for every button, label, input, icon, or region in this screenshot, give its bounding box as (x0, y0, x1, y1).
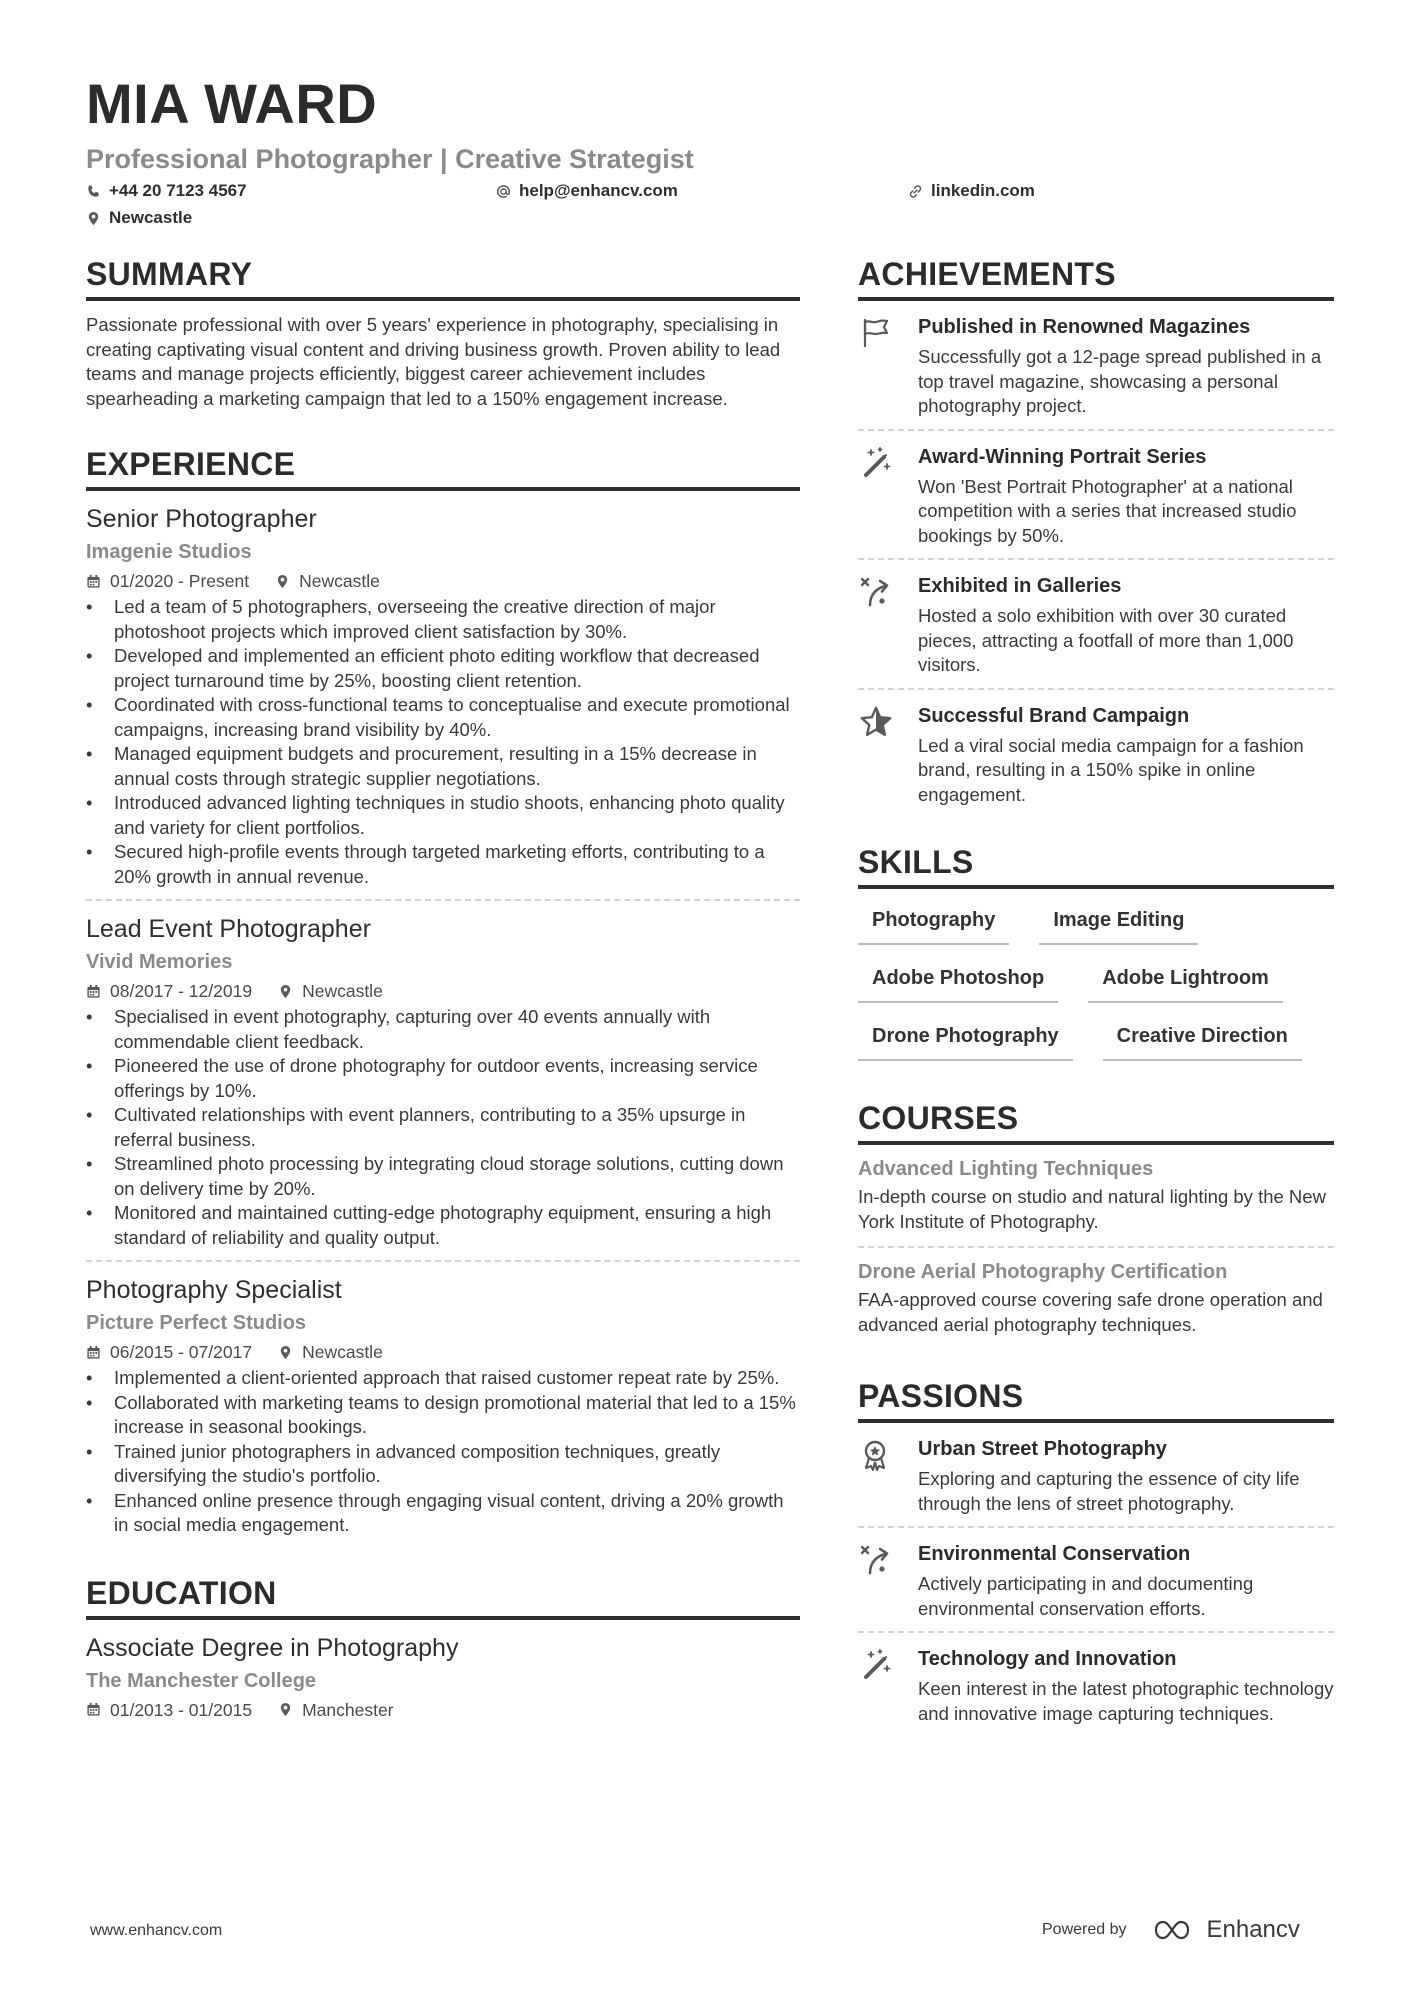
flag-icon (858, 315, 894, 351)
achievement-item (858, 431, 1334, 561)
experience-heading: EXPERIENCE (86, 445, 800, 491)
education-dates (86, 1698, 252, 1722)
bullet-item: • Cultivated relationships with event planners, contributing to a 35% upsurge in referral business. (86, 1103, 800, 1152)
award-medal-icon (858, 1437, 894, 1473)
achievement-title: Successful Brand Campaign (918, 704, 1190, 727)
contact-website[interactable] (908, 180, 1035, 202)
skills-section (858, 843, 1334, 1061)
achievements-section (858, 255, 1334, 817)
contact-info (86, 180, 1336, 234)
bullet-item: • Enhanced online presence through engaging visual content, driving a 20% growth in social media engagement. (86, 1489, 800, 1538)
link-icon (908, 184, 923, 199)
location-pin-icon (275, 574, 290, 589)
footer-website[interactable]: www.enhancv.com (90, 1922, 223, 1939)
right-column (858, 255, 1334, 1770)
passion-title: Technology and Innovation (918, 1648, 1177, 1670)
achievement-title: Exhibited in Galleries (918, 575, 1122, 597)
calendar-icon (86, 984, 101, 999)
candidate-name: MIA WARD (86, 72, 378, 135)
skill-tag: Adobe Lightroom (1088, 961, 1283, 1003)
achievements-heading: ACHIEVEMENTS (858, 255, 1334, 301)
job-dates-text: 08/2017 - 12/2019 (110, 981, 253, 1001)
education-dates-text: 01/2013 - 01/2015 (110, 1699, 253, 1720)
bullet-item: • Specialised in event photography, capturing over 40 events annually with commendable client feedback. (86, 1005, 800, 1054)
skills-heading: SKILLS (858, 843, 1334, 889)
course-item (858, 1145, 1334, 1248)
page-footer (0, 1912, 1410, 1952)
job-bullets (86, 1005, 800, 1250)
job-location-text: Newcastle (299, 571, 380, 591)
course-desc: In-depth course on studio and natural lighting by the New York Institute of Photography. (858, 1186, 1326, 1232)
calendar-icon (86, 1702, 101, 1717)
achievement-desc: Led a viral social media campaign for a fashion brand, resulting in a 150% spike in online engagement. (918, 734, 1304, 805)
location-pin-icon (278, 1702, 293, 1717)
passion-title: Urban Street Photography (918, 1438, 1167, 1460)
bullet-item: • Coordinated with cross-functional teams to conceptualise and execute promotional campaigns, increasing brand visibility by 40%. (86, 693, 800, 742)
achievement-title: Award-Winning Portrait Series (918, 445, 1207, 468)
achievement-title: Published in Renowned Magazines (918, 316, 1251, 338)
summary-text: Passionate professional with over 5 years' experience in photography, specialising in creating captivating visual content and driving business growth. Proven ability to lead teams and manage projects efficiently, biggest career achievement includes spearheading a marketing campaign that led to a 150% engagement increase. (86, 314, 781, 409)
location-pin-icon (86, 211, 101, 226)
course-title: Advanced Lighting Techniques (858, 1158, 1154, 1180)
education-heading: EDUCATION (86, 1574, 800, 1620)
calendar-icon (86, 1345, 101, 1360)
achievement-desc: Won 'Best Portrait Photographer' at a national competition with a series that increased studio bookings by 50%. (918, 475, 1297, 546)
job-entry (86, 901, 800, 1262)
skill-tag: Image Editing (1039, 903, 1198, 945)
email-address: help@enhancv.com (519, 181, 678, 200)
achievement-desc: Hosted a solo exhibition with over 30 curated pieces, attracting a footfall of more than 1,000 visitors. (918, 605, 1294, 675)
passions-section (858, 1377, 1334, 1736)
job-title: Photography Specialist (86, 1276, 342, 1304)
education-entry (86, 1620, 800, 1732)
job-dates (86, 979, 252, 1003)
bullet-item: • Monitored and maintained cutting-edge photography equipment, ensuring a high standard of reliability and quality output. (86, 1201, 800, 1250)
job-location-text: Newcastle (302, 1342, 383, 1362)
course-item (858, 1248, 1334, 1349)
strategy-arrow-icon (858, 1542, 894, 1578)
bullet-item: • Led a team of 5 photographers, overseeing the creative direction of major photoshoot projects which improved client satisfaction by 30%. (86, 595, 800, 644)
achievement-desc: Successfully got a 12-page spread published in a top travel magazine, showcasing a personal photography project. (918, 346, 1322, 416)
job-company: Vivid Memories (86, 951, 233, 973)
job-location-text: Newcastle (302, 981, 383, 1001)
bullet-item: • Developed and implemented an efficient photo editing workflow that decreased project turnaround time by 25%, boosting client retention. (86, 644, 800, 693)
bullet-item: • Secured high-profile events through targeted marketing efforts, contributing to a 20% growth in annual revenue. (86, 840, 800, 889)
passions-heading: PASSIONS (858, 1377, 1334, 1423)
job-entry (86, 491, 800, 901)
job-location (278, 1340, 383, 1364)
footer-branding (1042, 1916, 1300, 1944)
skill-tag: Adobe Photoshop (858, 961, 1058, 1003)
course-title: Drone Aerial Photography Certification (858, 1261, 1228, 1283)
skill-tag: Photography (858, 903, 1009, 945)
education-location (278, 1698, 393, 1722)
skills-list (858, 903, 1334, 1061)
passion-item (858, 1423, 1334, 1528)
bullet-item: • Pioneered the use of drone photography for outdoor events, increasing service offerings by 10%. (86, 1054, 800, 1103)
magic-wand-icon (858, 445, 894, 481)
job-location (275, 569, 380, 593)
passion-desc: Keen interest in the latest photographic technology and innovative image capturing techniques. (918, 1678, 1334, 1724)
phone-number: +44 20 7123 4567 (109, 181, 247, 200)
job-meta (86, 1340, 800, 1364)
job-title: Senior Photographer (86, 505, 317, 533)
bullet-item: • Managed equipment budgets and procurement, resulting in a 15% decrease in annual costs through strategic supplier negotiations. (86, 742, 800, 791)
skill-tag: Creative Direction (1103, 1019, 1302, 1061)
contact-location (86, 207, 192, 229)
star-icon (858, 704, 894, 740)
achievement-item (858, 301, 1334, 431)
passion-item (858, 1528, 1334, 1633)
job-company: Picture Perfect Studios (86, 1312, 307, 1334)
job-dates-text: 06/2015 - 07/2017 (110, 1342, 253, 1362)
bullet-item: • Trained junior photographers in advanced composition techniques, greatly diversifying the studio's portfolio. (86, 1440, 800, 1489)
summary-heading: SUMMARY (86, 255, 800, 301)
resume-header (86, 72, 1336, 234)
job-location (278, 979, 383, 1003)
at-icon (496, 184, 511, 199)
bullet-item: • Collaborated with marketing teams to design promotional material that led to a 15% increase in seasonal bookings. (86, 1391, 800, 1440)
brand-logo[interactable] (1153, 1916, 1300, 1944)
bullet-item: • Introduced advanced lighting techniques in studio shoots, enhancing photo quality and variety for client portfolios. (86, 791, 800, 840)
brand-name: Enhancv (1206, 1916, 1300, 1943)
job-bullets (86, 1366, 800, 1538)
passion-desc: Exploring and capturing the essence of city life through the lens of street photography. (918, 1468, 1300, 1514)
job-meta (86, 979, 800, 1003)
passion-item (858, 1633, 1334, 1736)
job-dates-text: 01/2020 - Present (110, 571, 250, 591)
job-dates (86, 569, 249, 593)
course-desc: FAA-approved course covering safe drone operation and advanced aerial photography techniques. (858, 1289, 1323, 1335)
education-meta (86, 1698, 800, 1722)
job-entry (86, 1262, 800, 1548)
job-dates (86, 1340, 252, 1364)
candidate-headline: Professional Photographer | Creative Strategist (86, 144, 694, 174)
school-name: The Manchester College (86, 1669, 317, 1692)
skill-tag: Drone Photography (858, 1019, 1073, 1061)
passion-desc: Actively participating in and documenting environmental conservation efforts. (918, 1573, 1254, 1619)
contact-email[interactable] (496, 180, 678, 202)
strategy-arrow-icon (858, 574, 894, 610)
achievement-item (858, 560, 1334, 690)
contact-phone[interactable] (86, 180, 247, 202)
education-location-text: Manchester (302, 1699, 394, 1720)
calendar-icon (86, 574, 101, 589)
courses-heading: COURSES (858, 1099, 1334, 1145)
powered-by-label: Powered by (1042, 1921, 1127, 1938)
bullet-item: • Streamlined photo processing by integrating cloud storage solutions, cutting down on delivery time by 20%. (86, 1152, 800, 1201)
education-section (86, 1574, 800, 1732)
location-text: Newcastle (109, 208, 193, 227)
degree-title: Associate Degree in Photography (86, 1633, 459, 1662)
passion-title: Environmental Conservation (918, 1543, 1191, 1565)
experience-section (86, 445, 800, 1548)
phone-icon (86, 184, 101, 199)
job-meta (86, 569, 800, 593)
summary-section (86, 255, 800, 411)
enhancv-logo-icon (1153, 1918, 1197, 1942)
achievement-item (858, 690, 1334, 818)
magic-wand-icon (858, 1647, 894, 1683)
location-pin-icon (278, 984, 293, 999)
website-link: linkedin.com (931, 181, 1035, 200)
left-column (86, 255, 800, 1766)
job-company: Imagenie Studios (86, 541, 252, 563)
location-pin-icon (278, 1345, 293, 1360)
job-bullets (86, 595, 800, 889)
job-title: Lead Event Photographer (86, 915, 371, 943)
bullet-item: • Implemented a client-oriented approach that raised customer repeat rate by 25%. (86, 1366, 800, 1391)
courses-section (858, 1099, 1334, 1349)
